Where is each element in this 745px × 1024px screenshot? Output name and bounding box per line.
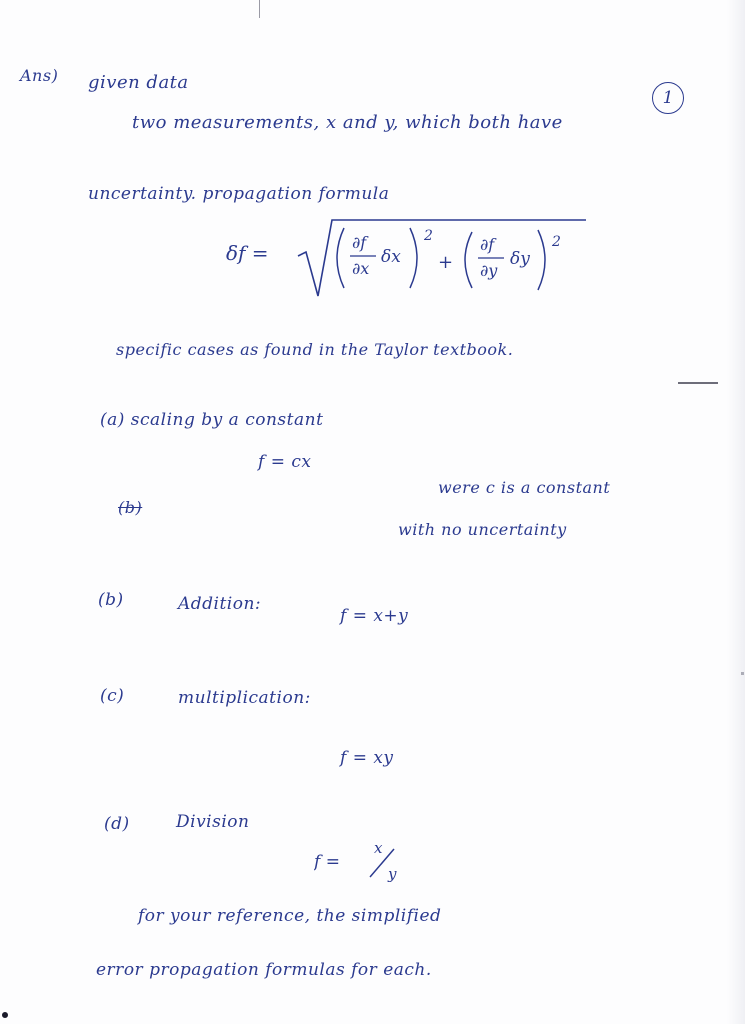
case-a-heading: (a) scaling by a constant [100, 410, 324, 430]
case-d-numerator: x [374, 839, 383, 857]
case-d-heading: Division [176, 812, 250, 832]
formula-num-2: ∂f [480, 235, 495, 254]
reference-line-1: for your reference, the simplified [138, 906, 442, 926]
case-d-lhs: f = [314, 852, 340, 872]
formula-var-2: δy [510, 249, 530, 269]
formula-den-1: ∂x [352, 259, 370, 278]
case-d-denominator: y [388, 865, 397, 883]
note-line-1: were c is a constant [438, 478, 611, 497]
case-b-formula: f = x+y [340, 606, 409, 626]
formula-graphic [226, 206, 626, 316]
formula-den-2: ∂y [480, 261, 498, 280]
propagation-formula [226, 206, 626, 316]
formula-lhs: δf = [226, 241, 269, 265]
formula-var-1: δx [381, 247, 401, 267]
case-d-formula-graphic [314, 835, 414, 885]
formula-plus: + [438, 252, 454, 273]
text-line-2: uncertainty. propagation formula [88, 184, 390, 204]
paren-right-1 [410, 228, 417, 288]
page-edge-shadow [727, 0, 745, 1024]
reference-line-2: error propagation formulas for each. [96, 960, 432, 980]
case-b-heading: Addition: [178, 594, 262, 614]
page-number: 1 [662, 88, 674, 108]
case-c-formula: f = xy [340, 748, 394, 768]
paren-left-2 [465, 232, 472, 288]
case-d-label: (d) [104, 814, 130, 834]
case-a-formula: f = cx [258, 452, 312, 472]
formula-num-1: ∂f [352, 233, 367, 252]
corner-mark [2, 1012, 8, 1018]
text-line-3: specific cases as found in the Taylor textbook. [116, 340, 514, 359]
text-line-1: two measurements, x and y, which both have [132, 112, 563, 133]
paren-left-1 [337, 228, 344, 288]
page-number-circle [652, 82, 684, 114]
given-data-heading: given data [88, 72, 189, 93]
formula-exp-2: 2 [552, 234, 561, 250]
case-c-label: (c) [100, 686, 125, 706]
page-tick-mark [259, 0, 260, 18]
case-a-struck-label: (b) [118, 498, 143, 517]
formula-exp-1: 2 [424, 228, 433, 244]
paren-right-2 [538, 230, 545, 290]
case-d-formula [314, 835, 414, 885]
case-b-label: (b) [98, 590, 124, 610]
margin-mark [678, 382, 718, 384]
note-line-2: with no uncertainty [398, 520, 567, 539]
answer-label: Ans) [20, 66, 59, 85]
case-c-heading: multiplication: [178, 688, 311, 708]
